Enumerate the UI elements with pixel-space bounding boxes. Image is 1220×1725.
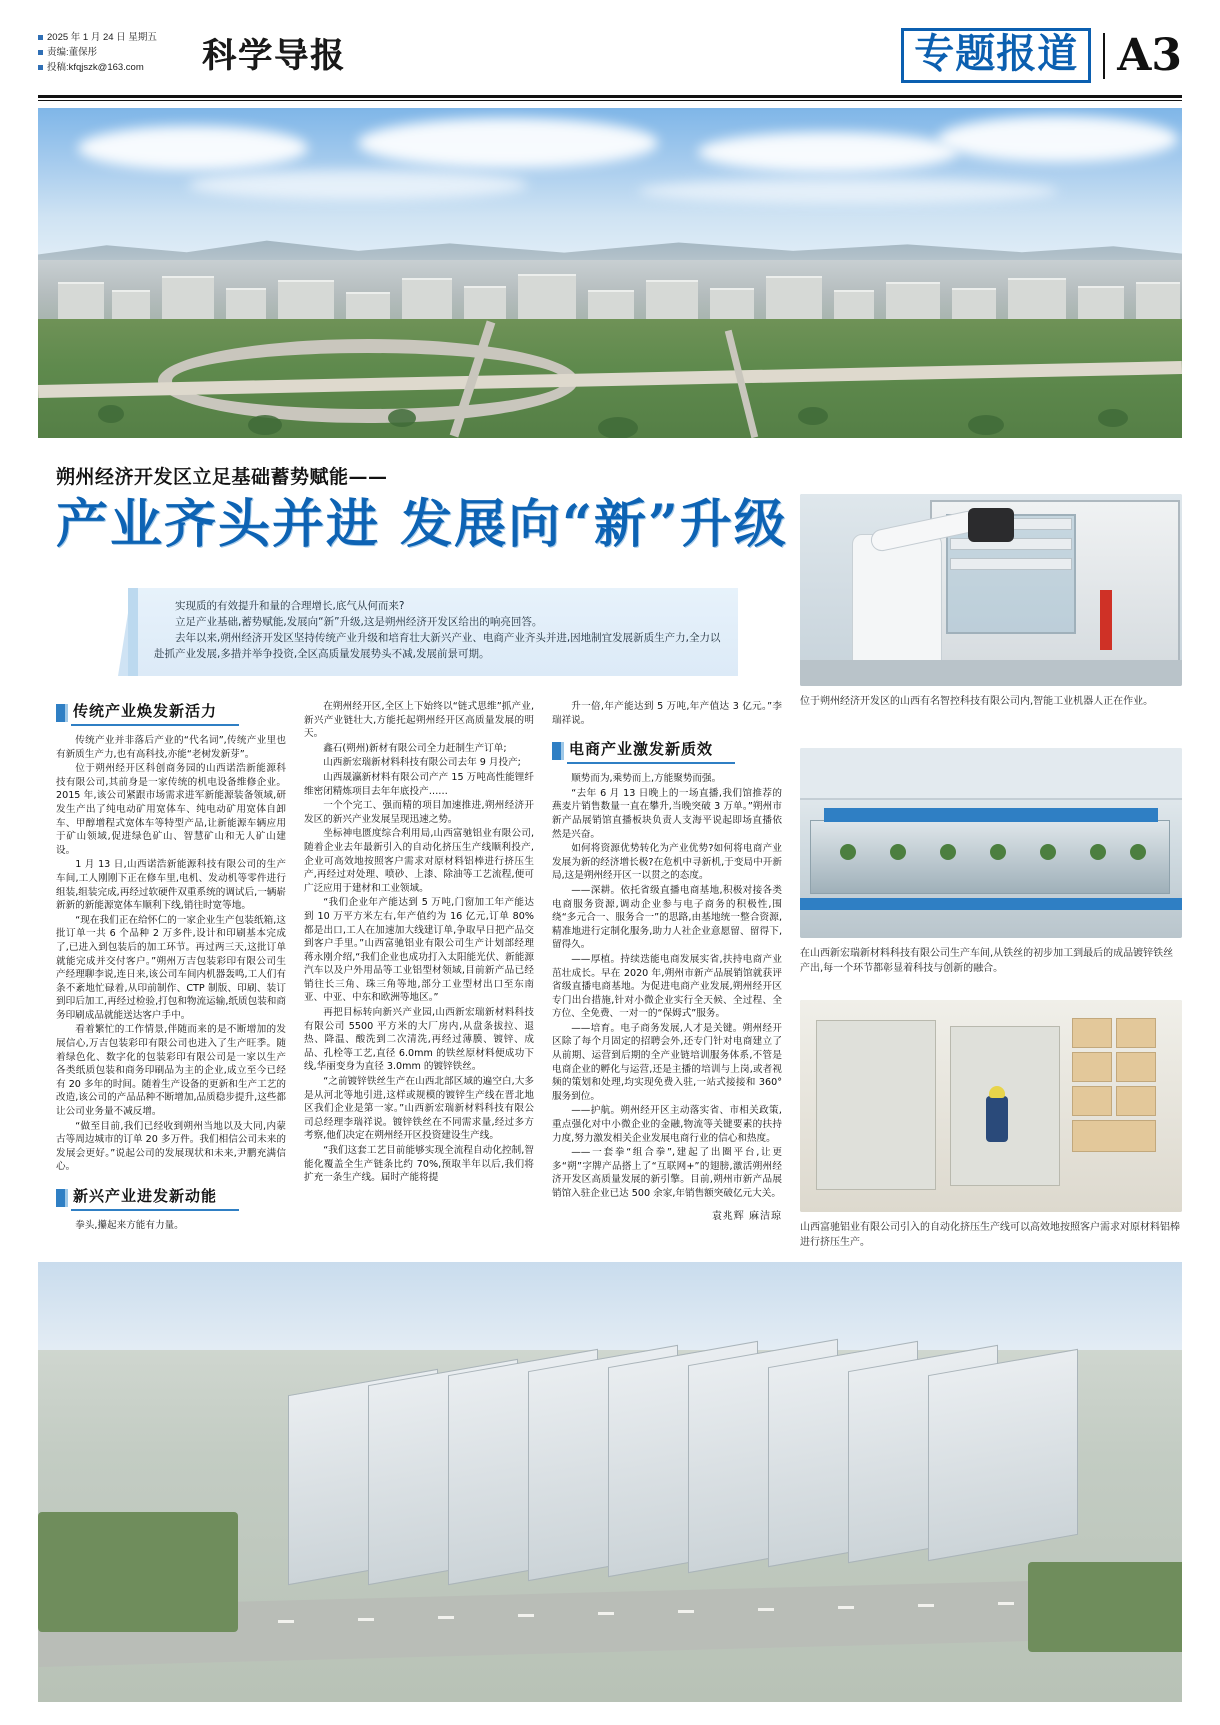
photo3-caption: 山西富驰铝业有限公司引入的自动化挤压生产线可以高效地按照客户需求对原材料铝棒进行挤压生产。: [800, 1222, 1180, 1248]
publish-date: 2025 年 1 月 24 日 星期五: [38, 30, 188, 45]
section-title: 电商产业激发新质效: [567, 738, 735, 764]
paragraph: 拳头,攥起来方能有力量。: [75, 1220, 184, 1231]
paragraph: “做至目前,我们已经收到朔州当地以及大同,内蒙古等周边城市的订单 20 多万件。我们相信公司未来的发展会更好。”说起公司的发展现状和未来,尹鹏充满信心。: [56, 1120, 286, 1173]
cloud-shape: [938, 116, 1178, 162]
masthead-rule: [38, 95, 1182, 98]
paragraph: “现在我们正在给怀仁的一家企业生产包装纸箱,这批订单一共 6 个品种 2 万多件,设计和印刷基本完成了,已进入到包装后的加工环节。再过两三天,这批订单就能完成并交付客户。”朔州万吉包装彩印有限公司生产经理聊李说,连日来,该公司车间内机器轰鸣,工人们有条不紊地忙碌着,从印前制作、CTP 制版、印刷、装订到印后加工,再经过检验,打包和物流运输,纸质包装和商务印刷成品就能送达客户手中。: [56, 914, 286, 1021]
photo-industrial-robot: [800, 494, 1182, 686]
paragraph: 位于朔州经开区科创商务园的山西诺浩新能源科技有限公司,其前身是一家传统的机电设备维修企业。2015 年,该公司紧跟市场需求进军新能源装备领域,研发生产出了纯电动矿用宽体车、纯电动矿用宽体自卸车、甲醇增程式宽体车等特型产品,让新能源车辆应用于矿山领域,促进绿色矿山、智慧矿山和无人矿山建设。: [56, 763, 286, 856]
cloud-shape: [638, 178, 1058, 204]
cloud-shape: [78, 126, 308, 170]
section-heading-emerging: [56, 1185, 286, 1211]
paragraph: 山西晟瀛新材料有限公司产产 15 万吨高性能锂纤维密闭精炼项目去年年底投产……: [304, 771, 534, 797]
hero-photo-city-aerial: [38, 108, 1182, 438]
section-bar-icon: [552, 742, 561, 760]
paragraph: “之前镀锌铁丝生产在山西北部区域的遍空白,大多是从河北等地引进,这样或规模的镀锌生产线在晋北地区我们企业是第一家。”山西新宏瑞新材料科技有限公司总经理李瑞祥说。镀锌铁丝在不同需求量,经过多方考察,他们决定在朔州经开区投资建设生产线。: [304, 1076, 534, 1142]
section-title: 新兴产业进发新动能: [71, 1185, 239, 1211]
article-column-3: [552, 700, 782, 1242]
submission-mail: 投稿:kfqjszk@163.com: [38, 60, 188, 75]
masthead-section: [901, 28, 1182, 83]
article-column-2: [304, 700, 534, 1242]
masthead: [38, 28, 1182, 90]
lead-paragraph: 立足产业基础,蓄势赋能,发展向“新”升级,这是朔州经济开发区给出的响亮回答。: [175, 616, 543, 628]
paragraph: “我们企业年产能达到 5 万吨,门窗加工年产能达到 10 万平方米左右,年产值约为 16 亿元,订单 80% 都是出口,工人在加速加大线建订单,争取早日把产品交到客户手里。”山西富驰铝业有限公司生产计划部经理蒋永刚介绍,“我们企业也成功打入太阳能光伏、新能源汽车以及户外用品等工业铝型材领域,目前新产品已经销往长三角、珠三角等地,部分工业型材出口至东南亚、中亚、中东和欧洲等地区。”: [304, 897, 534, 1004]
photo-aluminum-warehouse: [800, 1000, 1182, 1212]
section-label: 专题报道: [901, 28, 1091, 83]
masthead-info: [38, 28, 188, 75]
section-heading-traditional: [56, 700, 286, 726]
paragraph: “我们这套工艺目前能够实现全流程自动化控制,智能化覆盖全生产链条比约 70%,预取半年以后,我们将扩充一条生产线。届时产能将提: [304, 1145, 534, 1184]
lead-paragraph: 实现质的有效提升和量的合理增长,底气从何而来?: [175, 600, 405, 612]
paragraph: ——深耕。依托省级直播电商基地,积极对接各类电商服务资源,调动企业参与电子商务的积极性,围绕“多元合一、服务合一”的思路,由基地统一整合资源,精准地进行定制化服务,助力人社企业意愿留、留得下,留得久。: [552, 884, 782, 951]
headline-kicker: 朔州经济开发区立足基础蓄势赋能——: [56, 466, 388, 488]
paragraph: 传统产业并非落后产业的“代名词”,传统产业里也有新质生产力,也有高科技,亦能“老树发新芽”。: [56, 735, 286, 760]
paragraph: 鑫石(朔州)新材有限公司全力赶制生产订单;: [323, 742, 507, 754]
paragraph: 坐标神电匮度综合利用局,山西富驰铝业有限公司,随着企业去年最新引入的自动化挤压生产线顺利投产,企业可高效地按照客户需求对原材料铝棒进行挤压生产,再经过对处理、喷砂、上漆、除油等工艺流程,便可广泛应用于建材和工业领域。: [304, 828, 534, 894]
cloud-shape: [358, 118, 658, 168]
paragraph: 再把目标转向新兴产业园,山西新宏瑞新材料科技有限公司 5500 平方米的大厂房内,从盘条拔拉、退热、降温、酸洗到二次清洗,再经过薄膜、镀锌、成品、孔栓等工艺,直径 6.0mm 的铁丝原材料便成功下线,华丽变身为直径 3.0mm 的镀锌铁丝。: [304, 1007, 534, 1073]
paragraph: 山西新宏瑞新材料科技有限公司去年 9 月投产;: [323, 757, 521, 769]
paragraph: ——一套拳“组合拳”,建起了出圈平台,让更多“朔”字牌产品搭上了“互联网+”的翅膀,激活朔州经济开发区高质量发展的新引擎。目前,朔州市新产品展销馆入驻企业已达 500 余家,年销售额突破亿元大关。: [552, 1147, 782, 1199]
section-bar-icon: [56, 704, 65, 722]
section-bar-icon: [56, 1189, 65, 1207]
photo2-caption: 在山西新宏瑞新材料科技有限公司生产车间,从铁丝的初步加工到最后的成品镀锌铁丝产出,每一个环节都彰显着科技与创新的融合。: [800, 948, 1174, 974]
paragraph: 如何将资源优势转化为产业优势?如何将电商产业发展为新的经济增长极?在危机中寻新机,于变局中开新局,这是朔州经开区一以贯之的态度。: [552, 843, 782, 882]
article-column-1: [56, 700, 286, 1242]
photo1-caption: 位于朔州经济开发区的山西有名智控科技有限公司内,智能工业机器人正在作业。: [800, 696, 1154, 707]
paragraph: 升一倍,年产能达到 5 万吨,年产值达 3 亿元。”李瑞祥说。: [552, 701, 782, 726]
paragraph: 在朔州经开区,全区上下始终以“链式思维”抓产业,新兴产业链壮大,方能托起朔州经开区高质量发展的明天。: [304, 701, 534, 740]
paragraph: 顺势而为,乘势而上,方能聚势而强。: [571, 773, 722, 785]
paragraph: 看着繁忙的工作情景,伴随而来的是不断增加的发展信心,万吉包装彩印有限公司也进入了生产旺季。随着绿色化、数字化的包装彩印有限公司是一家以生产各类纸质包装和商务印刷品为主的企业,成立至今已经有 20 多年的时间。随着生产设备的更新和生产工艺的改造,该公司的产品品种不断增加,品质稳步提升,这些都让公司业务量不减反增。: [56, 1024, 286, 1118]
paragraph: “去年 6 月 13 日晚上的一场直播,我们馆推荐的燕麦片销售数量一直在攀升,当晚突破 3 万单。”朔州市新产品展销馆直播板块负责人支海平说起即场直播依然是兴奋。: [552, 787, 782, 840]
paragraph: ——培育。电子商务发展,人才是关键。朔州经开区除了每个月固定的招聘会外,还专门针对电商建立了从前期、运营到后期的全产业链培训服务体系,不管是电商企业的孵化与运营,还是主播的培训与上岗,或者视频的策划和处理,均实现免费入驻,一站式接接和 360°服务到位。: [552, 1022, 782, 1102]
article-body: [56, 700, 784, 1242]
section-title: 传统产业焕发新活力: [71, 700, 239, 726]
hero-green-band: [38, 319, 1182, 438]
lead-paragraph: 去年以来,朔州经济开发区坚持传统产业升级和培育壮大新兴产业、电商产业齐头并进,因地制宜发展新质生产力,全力以赴抓产业发展,多措并举争投资,全区高质量发展势头不减,发展前景可期。: [154, 632, 721, 660]
page-number: A3: [1103, 33, 1182, 79]
photo-industrial-park-aerial: [38, 1262, 1182, 1702]
article-byline: 袁兆辉 麻洁琼: [711, 1210, 782, 1222]
page-title: 产业齐头并进 发展向“新”升级: [56, 494, 788, 555]
lead-box: [128, 588, 738, 676]
hero-road: [725, 330, 758, 438]
editor-line: 责编:董保彤: [38, 45, 188, 60]
photo-wire-production-line: [800, 748, 1182, 938]
paragraph: 一个个完工、强而精的项目加速推进,朔州经济开发区的新兴产业发展呈现迅速之势。: [304, 800, 534, 825]
masthead-rule-thin: [38, 100, 1182, 101]
paper-logo: 科学导报: [202, 36, 346, 76]
paragraph: ——厚植。持续迭能电商发展实省,扶持电商产业茁壮成长。早在 2020 年,朔州市新产品展销馆就获评省级直播电商基地。为促进电商产业发展,朔州经开区专门出台措施,针对小微企业实行全天候、全过程、全方位、全免费、一对一的“保姆式”服务。: [552, 953, 782, 1020]
paragraph: ——护航。朔州经开区主动落实省、市相关政策,重点强化对中小微企业的金融,物流等关键要素的扶持力度,努力激发相关企业发展电商行业的信心和热度。: [552, 1105, 782, 1144]
cloud-shape: [188, 170, 528, 200]
paragraph: 1 月 13 日,山西诺浩新能源科技有限公司的生产车间,工人刚刚下正在修车里,电机、发动机等零件进行组装,组装完成,再经过软硬件双重系统的调试后,一辆崭新新的新能源宽体车顺利下线,销往时宽等地。: [56, 859, 286, 912]
cloud-shape: [698, 132, 958, 172]
section-heading-ecommerce: [552, 738, 782, 764]
